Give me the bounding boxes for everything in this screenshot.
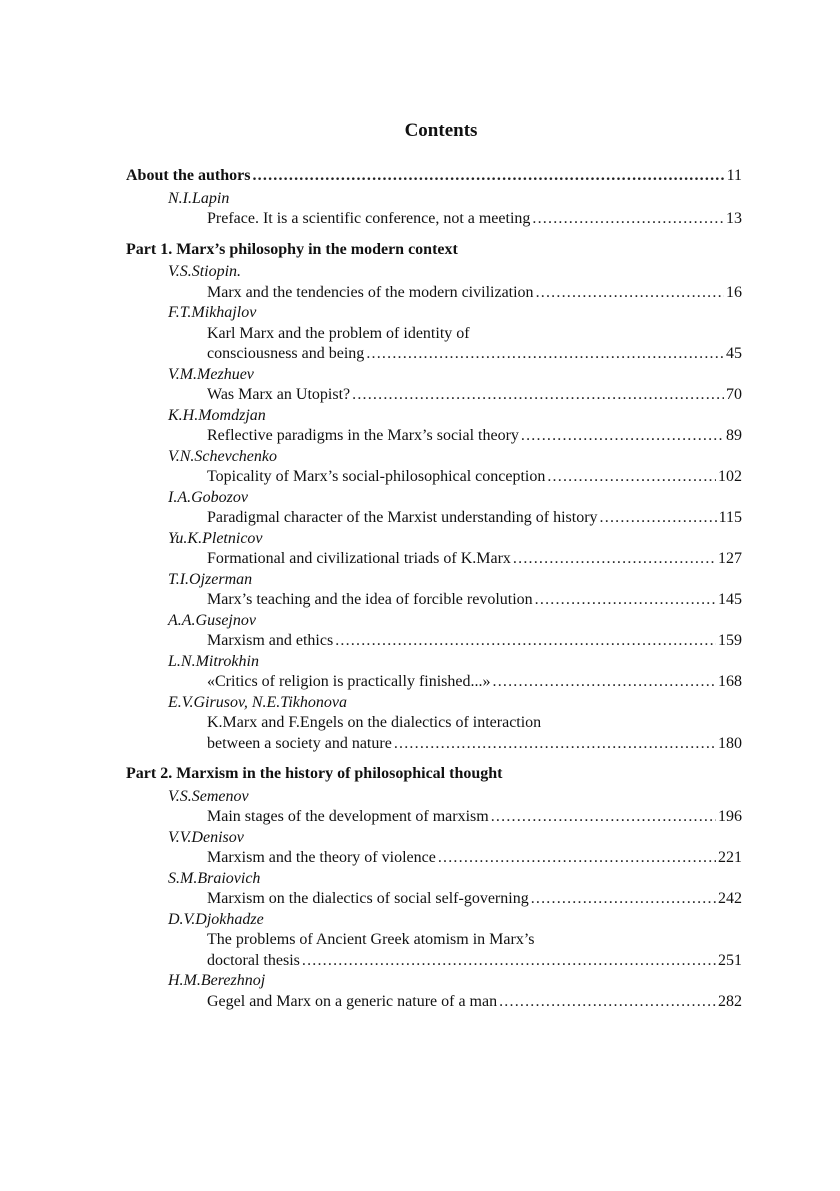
dot-leader [394,734,716,755]
toc-author: A.A.Gusejnov [168,611,256,629]
toc-entry-title: Marxism and the theory of violence [207,849,436,866]
toc-entry-title: Topicality of Marx’s social-philosophical conception [207,468,546,485]
toc-page-number: 251 [718,951,742,969]
dot-leader [535,590,716,611]
toc-page-number: 282 [718,992,742,1010]
toc-about-label: About the authors [126,167,251,184]
dot-leader [499,992,716,1013]
toc-entry-title: Was Marx an Utopist? [207,386,351,403]
toc-page-number: 168 [718,673,742,690]
toc-entry-title: doctoral thesis [207,951,300,969]
dot-leader [335,631,716,652]
toc-entry-title: Preface. It is a scientific conference, not a meeting [207,210,531,227]
part-2-section [126,764,742,1012]
part-1-section [126,240,742,755]
contents-page [126,120,742,1012]
dot-leader [547,467,716,488]
toc-page-number: 127 [718,550,742,567]
toc-author: L.N.Mitrokhin [168,652,259,670]
toc-entry[interactable] [126,889,742,910]
dot-leader [531,889,716,910]
toc-page-number: 11 [726,167,742,184]
toc-entry[interactable] [126,508,742,529]
toc-entry-title: Main stages of the development of marxism [207,808,489,825]
toc-entry-title: Marxism and ethics [207,632,334,649]
toc-entry[interactable] [126,807,742,828]
toc-entry[interactable] [126,283,742,304]
dot-leader [252,166,724,187]
toc-entry[interactable] [126,385,742,406]
toc-entry-title: Reflective paradigms in the Marx’s social theory [207,427,519,444]
toc-author: Yu.K.Pletnicov [168,529,263,547]
dot-leader [600,508,717,529]
toc-page-number: 70 [726,386,742,403]
dot-leader [513,549,716,570]
page-title: Contents [404,120,478,141]
toc-entry-title-line: K.Marx and F.Engels on the dialectics of interaction [207,714,542,731]
toc-entry[interactable] [126,930,742,971]
toc-entry[interactable] [126,672,742,693]
toc-page-number: 13 [726,210,742,227]
dot-leader [366,344,724,365]
toc-entry[interactable] [126,631,742,652]
toc-page-number: 102 [718,468,742,485]
toc-entry[interactable] [126,590,742,611]
toc-entry-title: Formational and civilizational triads of K.Marx [207,550,511,567]
toc-entry[interactable] [126,467,742,488]
dot-leader [302,951,716,972]
toc-entry-preface[interactable] [126,209,742,230]
toc-author: D.V.Djokhadze [168,910,264,928]
toc-entry[interactable] [126,992,742,1013]
toc-author: V.S.Stiopin. [168,263,242,280]
part-1-heading-text: Part 1. Marx’s philosophy in the modern context [126,240,458,258]
part-2-heading-text: Part 2. Marxism in the history of philosophical thought [126,765,503,782]
toc-entry-title-line: Karl Marx and the problem of identity of [207,324,470,342]
dot-leader [352,385,724,406]
toc-page-number: 221 [718,849,742,866]
toc-entry-title: Paradigmal character of the Marxist understanding of history [207,509,598,526]
part-2-entries [126,787,742,1013]
toc-page-number: 115 [718,509,742,526]
toc-author: T.I.Ojzerman [168,570,253,588]
toc-page-number: 89 [726,427,742,444]
toc-entry-title: Marx and the tendencies of the modern civilization [207,283,534,301]
toc-author: S.M.Braiovich [168,869,261,887]
toc-author: I.A.Gobozov [168,488,248,506]
toc-author: K.H.Momdzjan [168,406,266,424]
toc-author: H.M.Berezhnoj [168,972,266,989]
toc-author: V.S.Semenov [168,787,249,805]
dot-leader [438,848,716,869]
dot-leader [532,209,724,230]
dot-leader [536,283,724,304]
toc-page-number: 16 [726,283,742,301]
toc-page-number: 242 [718,890,742,907]
part-1-heading [126,240,742,261]
toc-entry-title: Marxism on the dialectics of social self-governing [207,890,529,907]
toc-entry-title-line: The problems of Ancient Greek atomism in Marx’s [207,931,535,948]
dot-leader [493,672,717,693]
toc-entry-title: «Critics of religion is practically finished...» [207,673,491,690]
toc-page-number: 45 [726,345,742,362]
toc-entry-title: consciousness and being [207,345,365,362]
toc-page-number: 159 [718,632,742,649]
toc-about-authors[interactable] [126,166,742,187]
toc-entry[interactable] [126,426,742,447]
part-2-heading [126,764,742,785]
dot-leader [521,426,724,447]
toc-page-number: 145 [718,591,742,608]
toc-page-number: 196 [718,808,742,825]
toc-entry-title: Gegel and Marx on a generic nature of a man [207,992,498,1010]
toc-author: V.N.Schevchenko [168,447,277,465]
dot-leader [491,807,716,828]
toc-author: F.T.Mikhajlov [168,304,257,321]
toc-entry[interactable] [126,848,742,869]
toc-entry-title: between a society and nature [207,734,392,752]
part-1-entries [126,262,742,754]
toc-entry[interactable] [126,713,742,754]
toc-entry-title: Marx’s teaching and the idea of forcible revolution [207,591,533,608]
toc-page-number: 180 [718,734,742,752]
toc-author: V.M.Mezhuev [168,365,254,383]
toc-entry[interactable] [126,324,742,365]
toc-author: E.V.Girusov, N.E.Tikhonova [168,693,347,711]
toc-author: V.V.Denisov [168,828,244,846]
toc-entry[interactable] [126,549,742,570]
toc-author: N.I.Lapin [168,189,230,207]
